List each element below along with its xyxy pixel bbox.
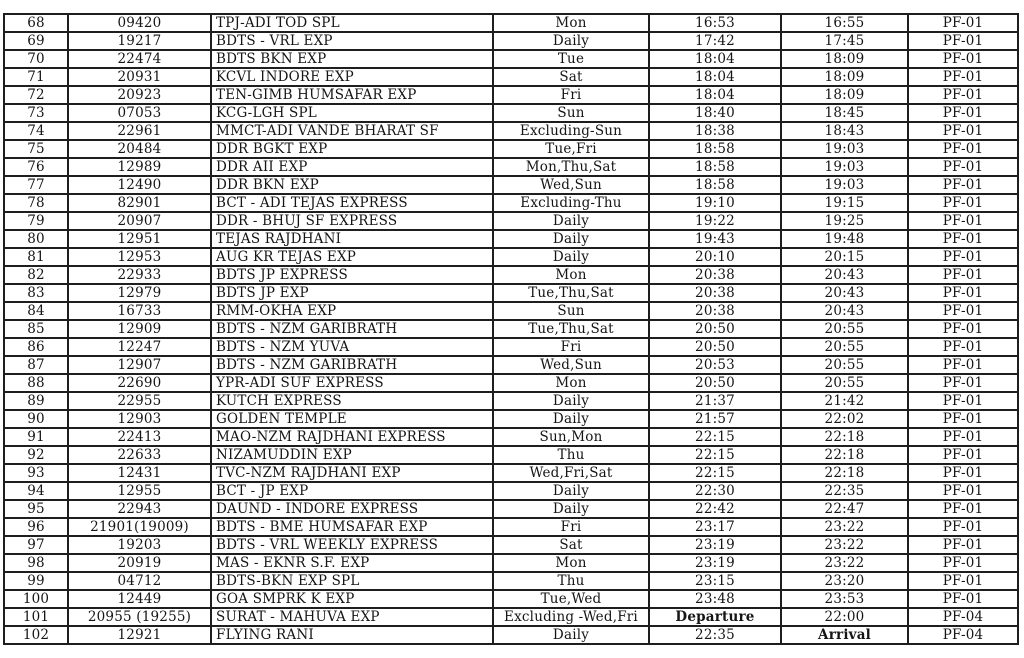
running-days-cell: Mon bbox=[493, 14, 649, 32]
running-days-cell: Mon bbox=[493, 374, 649, 392]
arrival-time-cell: 20:50 bbox=[649, 338, 781, 356]
timetable-row bbox=[4, 374, 1018, 392]
serial-cell: 69 bbox=[4, 32, 68, 50]
departure-time-cell: 22:47 bbox=[781, 500, 908, 518]
train-name-cell: GOLDEN TEMPLE bbox=[211, 410, 493, 428]
train-name-cell: KCVL INDORE EXP bbox=[211, 68, 493, 86]
platform-cell: PF-01 bbox=[908, 482, 1018, 500]
running-days-cell: Excluding-Sun bbox=[493, 122, 649, 140]
serial-cell: 97 bbox=[4, 536, 68, 554]
serial-cell: 71 bbox=[4, 68, 68, 86]
arrival-time-cell: 16:53 bbox=[649, 14, 781, 32]
departure-time-cell: 20:43 bbox=[781, 302, 908, 320]
timetable-row bbox=[4, 230, 1018, 248]
running-days-cell: Wed,Sun bbox=[493, 356, 649, 374]
timetable-row bbox=[4, 626, 1018, 644]
train-name-cell: MAS - EKNR S.F. EXP bbox=[211, 554, 493, 572]
arrival-time-cell: 20:53 bbox=[649, 356, 781, 374]
train-number-cell: 19217 bbox=[68, 32, 211, 50]
platform-cell: PF-01 bbox=[908, 320, 1018, 338]
train-number-cell: 12953 bbox=[68, 248, 211, 266]
train-number-cell: 21901(19009) bbox=[68, 518, 211, 536]
train-number-cell: 12907 bbox=[68, 356, 211, 374]
running-days-cell: Mon bbox=[493, 554, 649, 572]
serial-cell: 77 bbox=[4, 176, 68, 194]
train-number-cell: 12431 bbox=[68, 464, 211, 482]
running-days-cell: Daily bbox=[493, 248, 649, 266]
arrival-time-cell: 18:40 bbox=[649, 104, 781, 122]
running-days-cell: Daily bbox=[493, 212, 649, 230]
platform-cell: PF-01 bbox=[908, 410, 1018, 428]
train-number-cell: 22690 bbox=[68, 374, 211, 392]
serial-cell: 98 bbox=[4, 554, 68, 572]
arrival-time-cell: 23:19 bbox=[649, 536, 781, 554]
timetable-row bbox=[4, 392, 1018, 410]
timetable-row bbox=[4, 410, 1018, 428]
train-number-cell: 22413 bbox=[68, 428, 211, 446]
departure-time-cell: 23:22 bbox=[781, 518, 908, 536]
arrival-time-cell: 23:15 bbox=[649, 572, 781, 590]
serial-cell: 95 bbox=[4, 500, 68, 518]
timetable-row bbox=[4, 86, 1018, 104]
platform-cell: PF-01 bbox=[908, 374, 1018, 392]
serial-cell: 87 bbox=[4, 356, 68, 374]
platform-cell: PF-01 bbox=[908, 176, 1018, 194]
train-name-cell: BDTS - VRL WEEKLY EXPRESS bbox=[211, 536, 493, 554]
train-name-cell: NIZAMUDDIN EXP bbox=[211, 446, 493, 464]
arrival-time-cell: 21:57 bbox=[649, 410, 781, 428]
arrival-time-cell: 22:15 bbox=[649, 446, 781, 464]
arrival-time-cell: 18:04 bbox=[649, 86, 781, 104]
timetable-row bbox=[4, 500, 1018, 518]
platform-cell: PF-01 bbox=[908, 104, 1018, 122]
arrival-time-cell: 23:48 bbox=[649, 590, 781, 608]
platform-cell: PF-01 bbox=[908, 194, 1018, 212]
train-name-cell: GOA SMPRK K EXP bbox=[211, 590, 493, 608]
departure-time-cell: Arrival bbox=[781, 626, 908, 644]
timetable-row bbox=[4, 536, 1018, 554]
train-name-cell: RMM-OKHA EXP bbox=[211, 302, 493, 320]
train-number-cell: 20931 bbox=[68, 68, 211, 86]
arrival-time-cell: 20:50 bbox=[649, 374, 781, 392]
train-number-cell: 20955 (19255) bbox=[68, 608, 211, 626]
running-days-cell: Mon,Thu,Sat bbox=[493, 158, 649, 176]
platform-cell: PF-01 bbox=[908, 284, 1018, 302]
timetable-row bbox=[4, 248, 1018, 266]
train-name-cell: TVC-NZM RAJDHANI EXP bbox=[211, 464, 493, 482]
train-name-cell: SURAT - MAHUVA EXP bbox=[211, 608, 493, 626]
timetable-row bbox=[4, 446, 1018, 464]
train-number-cell: 12955 bbox=[68, 482, 211, 500]
arrival-time-cell: 18:38 bbox=[649, 122, 781, 140]
serial-cell: 88 bbox=[4, 374, 68, 392]
serial-cell: 76 bbox=[4, 158, 68, 176]
serial-cell: 84 bbox=[4, 302, 68, 320]
arrival-time-cell: 22:15 bbox=[649, 428, 781, 446]
platform-cell: PF-01 bbox=[908, 122, 1018, 140]
platform-cell: PF-01 bbox=[908, 536, 1018, 554]
departure-time-cell: 22:18 bbox=[781, 428, 908, 446]
timetable-row bbox=[4, 176, 1018, 194]
running-days-cell: Excluding -Wed,Fri bbox=[493, 608, 649, 626]
platform-cell: PF-01 bbox=[908, 212, 1018, 230]
timetable-row bbox=[4, 356, 1018, 374]
running-days-cell: Daily bbox=[493, 32, 649, 50]
train-number-cell: 12247 bbox=[68, 338, 211, 356]
train-name-cell: KCG-LGH SPL bbox=[211, 104, 493, 122]
serial-cell: 74 bbox=[4, 122, 68, 140]
train-number-cell: 07053 bbox=[68, 104, 211, 122]
train-name-cell: BDTS - NZM YUVA bbox=[211, 338, 493, 356]
arrival-time-cell: 23:19 bbox=[649, 554, 781, 572]
running-days-cell: Fri bbox=[493, 86, 649, 104]
platform-cell: PF-01 bbox=[908, 356, 1018, 374]
timetable-row bbox=[4, 32, 1018, 50]
platform-cell: PF-01 bbox=[908, 14, 1018, 32]
train-number-cell: 20484 bbox=[68, 140, 211, 158]
serial-cell: 99 bbox=[4, 572, 68, 590]
platform-cell: PF-01 bbox=[908, 68, 1018, 86]
train-name-cell: TEJAS RAJDHANI bbox=[211, 230, 493, 248]
train-name-cell: BDTS JP EXPRESS bbox=[211, 266, 493, 284]
train-number-cell: 22955 bbox=[68, 392, 211, 410]
platform-cell: PF-01 bbox=[908, 392, 1018, 410]
train-name-cell: BDTS JP EXP bbox=[211, 284, 493, 302]
train-number-cell: 04712 bbox=[68, 572, 211, 590]
platform-cell: PF-04 bbox=[908, 608, 1018, 626]
running-days-cell: Daily bbox=[493, 482, 649, 500]
departure-time-cell: 19:03 bbox=[781, 158, 908, 176]
train-name-cell: MMCT-ADI VANDE BHARAT SF bbox=[211, 122, 493, 140]
train-number-cell: 22474 bbox=[68, 50, 211, 68]
train-timetable bbox=[3, 13, 1019, 645]
train-number-cell: 09420 bbox=[68, 14, 211, 32]
running-days-cell: Sun bbox=[493, 104, 649, 122]
train-number-cell: 12909 bbox=[68, 320, 211, 338]
serial-cell: 79 bbox=[4, 212, 68, 230]
platform-cell: PF-01 bbox=[908, 554, 1018, 572]
running-days-cell: Tue,Fri bbox=[493, 140, 649, 158]
arrival-time-cell: Departure bbox=[649, 608, 781, 626]
serial-cell: 96 bbox=[4, 518, 68, 536]
running-days-cell: Tue,Wed bbox=[493, 590, 649, 608]
platform-cell: PF-01 bbox=[908, 86, 1018, 104]
running-days-cell: Thu bbox=[493, 446, 649, 464]
running-days-cell: Thu bbox=[493, 572, 649, 590]
serial-cell: 91 bbox=[4, 428, 68, 446]
arrival-time-cell: 20:38 bbox=[649, 302, 781, 320]
running-days-cell: Mon bbox=[493, 266, 649, 284]
departure-time-cell: 23:22 bbox=[781, 536, 908, 554]
timetable-row bbox=[4, 590, 1018, 608]
timetable-row bbox=[4, 464, 1018, 482]
serial-cell: 94 bbox=[4, 482, 68, 500]
running-days-cell: Wed,Fri,Sat bbox=[493, 464, 649, 482]
departure-time-cell: 22:35 bbox=[781, 482, 908, 500]
train-name-cell: BCT - JP EXP bbox=[211, 482, 493, 500]
serial-cell: 68 bbox=[4, 14, 68, 32]
timetable-row bbox=[4, 608, 1018, 626]
arrival-time-cell: 18:04 bbox=[649, 68, 781, 86]
departure-time-cell: 19:25 bbox=[781, 212, 908, 230]
train-name-cell: BCT - ADI TEJAS EXPRESS bbox=[211, 194, 493, 212]
train-name-cell: BDTS BKN EXP bbox=[211, 50, 493, 68]
arrival-time-cell: 22:15 bbox=[649, 464, 781, 482]
departure-time-cell: 18:09 bbox=[781, 86, 908, 104]
train-name-cell: DDR AII EXP bbox=[211, 158, 493, 176]
running-days-cell: Excluding-Thu bbox=[493, 194, 649, 212]
train-name-cell: DDR BKN EXP bbox=[211, 176, 493, 194]
running-days-cell: Tue,Thu,Sat bbox=[493, 320, 649, 338]
train-name-cell: DDR BGKT EXP bbox=[211, 140, 493, 158]
departure-time-cell: 20:55 bbox=[781, 338, 908, 356]
departure-time-cell: 18:09 bbox=[781, 68, 908, 86]
platform-cell: PF-01 bbox=[908, 464, 1018, 482]
arrival-time-cell: 18:58 bbox=[649, 140, 781, 158]
platform-cell: PF-01 bbox=[908, 50, 1018, 68]
train-name-cell: BDTS - VRL EXP bbox=[211, 32, 493, 50]
running-days-cell: Daily bbox=[493, 500, 649, 518]
timetable-row bbox=[4, 158, 1018, 176]
arrival-time-cell: 22:35 bbox=[649, 626, 781, 644]
arrival-time-cell: 20:50 bbox=[649, 320, 781, 338]
running-days-cell: Fri bbox=[493, 518, 649, 536]
departure-time-cell: 23:53 bbox=[781, 590, 908, 608]
train-number-cell: 16733 bbox=[68, 302, 211, 320]
train-number-cell: 12490 bbox=[68, 176, 211, 194]
train-number-cell: 82901 bbox=[68, 194, 211, 212]
platform-cell: PF-01 bbox=[908, 230, 1018, 248]
train-number-cell: 12989 bbox=[68, 158, 211, 176]
train-number-cell: 22633 bbox=[68, 446, 211, 464]
train-number-cell: 20919 bbox=[68, 554, 211, 572]
departure-time-cell: 23:20 bbox=[781, 572, 908, 590]
departure-time-cell: 16:55 bbox=[781, 14, 908, 32]
arrival-time-cell: 19:10 bbox=[649, 194, 781, 212]
departure-time-cell: 22:02 bbox=[781, 410, 908, 428]
timetable-row bbox=[4, 428, 1018, 446]
train-name-cell: TPJ-ADI TOD SPL bbox=[211, 14, 493, 32]
train-number-cell: 12979 bbox=[68, 284, 211, 302]
running-days-cell: Tue bbox=[493, 50, 649, 68]
timetable-row bbox=[4, 320, 1018, 338]
departure-time-cell: 22:18 bbox=[781, 464, 908, 482]
departure-time-cell: 19:48 bbox=[781, 230, 908, 248]
train-name-cell: DAUND - INDORE EXPRESS bbox=[211, 500, 493, 518]
departure-time-cell: 17:45 bbox=[781, 32, 908, 50]
arrival-time-cell: 18:04 bbox=[649, 50, 781, 68]
arrival-time-cell: 19:22 bbox=[649, 212, 781, 230]
departure-time-cell: 20:55 bbox=[781, 320, 908, 338]
serial-cell: 101 bbox=[4, 608, 68, 626]
departure-time-cell: 20:43 bbox=[781, 266, 908, 284]
departure-time-cell: 18:43 bbox=[781, 122, 908, 140]
timetable-row bbox=[4, 338, 1018, 356]
platform-cell: PF-01 bbox=[908, 266, 1018, 284]
serial-cell: 85 bbox=[4, 320, 68, 338]
train-number-cell: 20923 bbox=[68, 86, 211, 104]
arrival-time-cell: 21:37 bbox=[649, 392, 781, 410]
running-days-cell: Daily bbox=[493, 392, 649, 410]
running-days-cell: Sun bbox=[493, 302, 649, 320]
serial-cell: 82 bbox=[4, 266, 68, 284]
arrival-time-cell: 22:30 bbox=[649, 482, 781, 500]
arrival-time-cell: 18:58 bbox=[649, 176, 781, 194]
serial-cell: 92 bbox=[4, 446, 68, 464]
arrival-time-cell: 18:58 bbox=[649, 158, 781, 176]
serial-cell: 80 bbox=[4, 230, 68, 248]
train-number-cell: 12951 bbox=[68, 230, 211, 248]
timetable-row bbox=[4, 14, 1018, 32]
serial-cell: 89 bbox=[4, 392, 68, 410]
platform-cell: PF-01 bbox=[908, 446, 1018, 464]
platform-cell: PF-01 bbox=[908, 140, 1018, 158]
train-number-cell: 12449 bbox=[68, 590, 211, 608]
train-name-cell: BDTS - NZM GARIBRATH bbox=[211, 320, 493, 338]
timetable-row bbox=[4, 68, 1018, 86]
timetable-row bbox=[4, 122, 1018, 140]
departure-time-cell: 18:45 bbox=[781, 104, 908, 122]
platform-cell: PF-01 bbox=[908, 32, 1018, 50]
platform-cell: PF-01 bbox=[908, 158, 1018, 176]
train-number-cell: 12921 bbox=[68, 626, 211, 644]
running-days-cell: Tue,Thu,Sat bbox=[493, 284, 649, 302]
train-number-cell: 22933 bbox=[68, 266, 211, 284]
serial-cell: 90 bbox=[4, 410, 68, 428]
train-name-cell: KUTCH EXPRESS bbox=[211, 392, 493, 410]
platform-cell: PF-01 bbox=[908, 248, 1018, 266]
train-number-cell: 12903 bbox=[68, 410, 211, 428]
departure-time-cell: 22:18 bbox=[781, 446, 908, 464]
train-name-cell: FLYING RANI bbox=[211, 626, 493, 644]
timetable-body bbox=[4, 14, 1018, 644]
train-number-cell: 22961 bbox=[68, 122, 211, 140]
departure-time-cell: 20:55 bbox=[781, 374, 908, 392]
platform-cell: PF-01 bbox=[908, 518, 1018, 536]
running-days-cell: Sat bbox=[493, 68, 649, 86]
serial-cell: 81 bbox=[4, 248, 68, 266]
platform-cell: PF-01 bbox=[908, 428, 1018, 446]
platform-cell: PF-04 bbox=[908, 626, 1018, 644]
platform-cell: PF-01 bbox=[908, 500, 1018, 518]
departure-time-cell: 20:43 bbox=[781, 284, 908, 302]
running-days-cell: Daily bbox=[493, 230, 649, 248]
timetable-row bbox=[4, 518, 1018, 536]
serial-cell: 73 bbox=[4, 104, 68, 122]
departure-time-cell: 20:55 bbox=[781, 356, 908, 374]
running-days-cell: Daily bbox=[493, 626, 649, 644]
train-number-cell: 22943 bbox=[68, 500, 211, 518]
train-name-cell: TEN-GIMB HUMSAFAR EXP bbox=[211, 86, 493, 104]
serial-cell: 100 bbox=[4, 590, 68, 608]
train-number-cell: 20907 bbox=[68, 212, 211, 230]
train-name-cell: BDTS-BKN EXP SPL bbox=[211, 572, 493, 590]
departure-time-cell: 19:15 bbox=[781, 194, 908, 212]
train-name-cell: BDTS - BME HUMSAFAR EXP bbox=[211, 518, 493, 536]
serial-cell: 70 bbox=[4, 50, 68, 68]
running-days-cell: Daily bbox=[493, 410, 649, 428]
timetable-row bbox=[4, 266, 1018, 284]
arrival-time-cell: 20:10 bbox=[649, 248, 781, 266]
arrival-time-cell: 23:17 bbox=[649, 518, 781, 536]
arrival-time-cell: 20:38 bbox=[649, 266, 781, 284]
timetable-row bbox=[4, 302, 1018, 320]
timetable-row bbox=[4, 572, 1018, 590]
serial-cell: 93 bbox=[4, 464, 68, 482]
running-days-cell: Wed,Sun bbox=[493, 176, 649, 194]
platform-cell: PF-01 bbox=[908, 302, 1018, 320]
serial-cell: 83 bbox=[4, 284, 68, 302]
timetable-row bbox=[4, 284, 1018, 302]
departure-time-cell: 20:15 bbox=[781, 248, 908, 266]
serial-cell: 78 bbox=[4, 194, 68, 212]
departure-time-cell: 21:42 bbox=[781, 392, 908, 410]
serial-cell: 86 bbox=[4, 338, 68, 356]
serial-cell: 75 bbox=[4, 140, 68, 158]
departure-time-cell: 18:09 bbox=[781, 50, 908, 68]
train-name-cell: YPR-ADI SUF EXPRESS bbox=[211, 374, 493, 392]
departure-time-cell: 19:03 bbox=[781, 176, 908, 194]
serial-cell: 72 bbox=[4, 86, 68, 104]
timetable-row bbox=[4, 482, 1018, 500]
train-name-cell: AUG KR TEJAS EXP bbox=[211, 248, 493, 266]
serial-cell: 102 bbox=[4, 626, 68, 644]
platform-cell: PF-01 bbox=[908, 572, 1018, 590]
train-number-cell: 19203 bbox=[68, 536, 211, 554]
train-name-cell: DDR - BHUJ SF EXPRESS bbox=[211, 212, 493, 230]
timetable-row bbox=[4, 140, 1018, 158]
platform-cell: PF-01 bbox=[908, 590, 1018, 608]
arrival-time-cell: 19:43 bbox=[649, 230, 781, 248]
running-days-cell: Sat bbox=[493, 536, 649, 554]
departure-time-cell: 19:03 bbox=[781, 140, 908, 158]
departure-time-cell: 23:22 bbox=[781, 554, 908, 572]
arrival-time-cell: 17:42 bbox=[649, 32, 781, 50]
running-days-cell: Sun,Mon bbox=[493, 428, 649, 446]
timetable-row bbox=[4, 194, 1018, 212]
running-days-cell: Fri bbox=[493, 338, 649, 356]
timetable-row bbox=[4, 554, 1018, 572]
arrival-time-cell: 20:38 bbox=[649, 284, 781, 302]
train-name-cell: MAO-NZM RAJDHANI EXPRESS bbox=[211, 428, 493, 446]
timetable-row bbox=[4, 104, 1018, 122]
timetable-row bbox=[4, 50, 1018, 68]
arrival-time-cell: 22:42 bbox=[649, 500, 781, 518]
timetable-row bbox=[4, 212, 1018, 230]
platform-cell: PF-01 bbox=[908, 338, 1018, 356]
departure-time-cell: 22:00 bbox=[781, 608, 908, 626]
train-name-cell: BDTS - NZM GARIBRATH bbox=[211, 356, 493, 374]
